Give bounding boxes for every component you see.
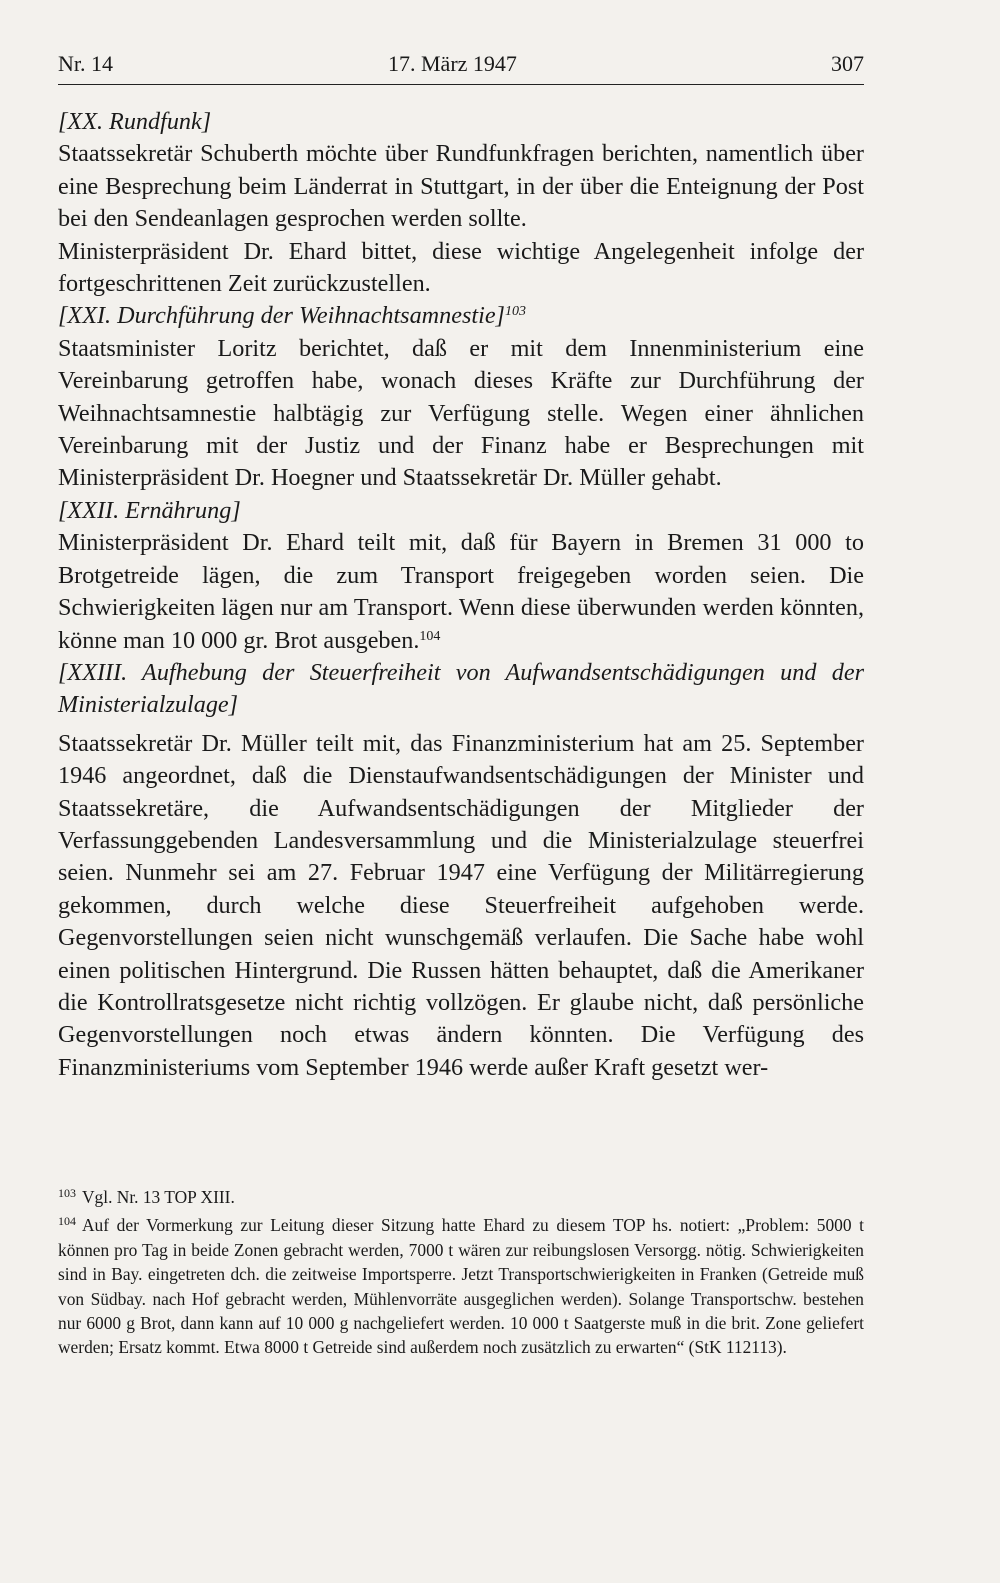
footnote — [58, 1181, 864, 1209]
footnote-ref: 104 — [419, 628, 441, 644]
paragraph — [58, 527, 864, 657]
footnote-number: 104 — [58, 1214, 76, 1229]
footnote — [58, 1209, 864, 1359]
paragraph: Staatsminister Loritz berichtet, daß er mit dem Innenministerium eine Vereinbarung getroffen habe, wonach dieses Kräfte zur Durchführung der Weihnachtsamnestie halbtägig zur Verfügung stelle. Wegen einer ähnlichen Vereinbarung mit der Justiz und der Finanz habe er Besprechungen mit Ministerpräsident Dr. Hoegner und Staatssekretär Dr. Müller gehabt. — [58, 334, 864, 492]
paragraph: Staatssekretär Dr. Müller teilt mit, das Finanzministerium hat am 25. September 1946 angeordnet, daß die Dienstaufwandsentschädigungen der Minister und Staatssekretäre, die Aufwandsentschädigungen der Mitglieder der Verfassunggebenden Landesversammlung und die Ministerialzulage steuerfrei seien. Nunmehr sei am 27. Februar 1947 eine Verfügung der Militärregierung gekommen, durch welche diese Steuerfreiheit aufgehoben werde. Gegenvorstellungen seien nicht wunschgemäß verlaufen. Die Sache habe wohl einen politischen Hintergrund. Die Russen hätten behauptet, daß die Amerikaner die Kontrollratsgesetze nicht richtig vollzögen. Er glaube nicht, daß persönliche Gegenvorstellungen noch etwas ändern könnten. Die Verfügung des Finanzministeriums vom September 1946 werde außer Kraft gesetzt wer- — [58, 729, 864, 1081]
header-date: 17. März 1947 — [388, 51, 517, 76]
footnote-number: 103 — [58, 1186, 76, 1200]
section-heading — [58, 300, 864, 332]
page-number: 307 — [831, 51, 864, 76]
paragraph: Staatssekretär Schuberth möchte über Rundfunkfragen berichten, namentlich über eine Besprechung beim Länderrat in Stuttgart, in der über die Enteignung der Post bei den Sendeanlagen gesprochen werden sollte. — [58, 140, 864, 233]
document-number: Nr. 14 — [58, 51, 113, 76]
page-header — [58, 44, 864, 85]
main-text — [58, 106, 864, 1084]
footnote-text: Vgl. Nr. 13 TOP XIII. — [82, 1187, 235, 1207]
footnote-text: Auf der Vormerkung zur Leitung dieser Sitzung hatte Ehard zu diesem TOP hs. notiert: „Problem: 5000 t können pro Tag in beide Zonen gebracht werden, 7000 t wären zur reibungslosen Versorgg. nötig. Schwierigkeiten sind in Bay. eingetreten dch. die zeitweise Importsperre. Jetzt Transportschwierigkeiten in Franken (Getreide muß von Südbay. nach Hof gebracht werden, Mühlenvorräte ausgeglichen werden). Solange Transportschw. bestehen nur 6000 g Brot, dann kann auf 10 000 g nachgeliefert werden. 10 000 t Saatgerste muß in die brit. Zone geliefert werden; Ersatz kommt. Etwa 8000 t Getreide sind außerdem noch zusätzlich zu erwarten“ (StK 112113). — [58, 1215, 864, 1358]
paragraph-text: Ministerpräsident Dr. Ehard teilt mit, daß für Bayern in Bremen 31 000 to Brotgetreide lägen, die zum Transport freigegeben worden seien. Die Schwierigkeiten lägen nur am Transport. Wenn diese überwunden werden könnten, könne man 10 000 gr. Brot ausgeben. — [58, 529, 864, 654]
footnote-ref: 103 — [504, 304, 526, 320]
section-heading: [XX. Rundfunk] — [58, 108, 212, 135]
section-heading-text: [XXI. Durchführung der Weihnachtsamnestie] — [58, 302, 505, 330]
footnotes — [58, 1181, 864, 1360]
paragraph: Ministerpräsident Dr. Ehard bittet, diese wichtige Angelegenheit infolge der fortgeschrittenen Zeit zurückzustellen. — [58, 237, 864, 298]
section-heading: [XXIII. Aufhebung der Steuerfreiheit von Aufwandsentschädigungen und der Ministerialzulage] — [58, 658, 864, 719]
section-heading: [XXII. Ernährung] — [58, 496, 241, 524]
